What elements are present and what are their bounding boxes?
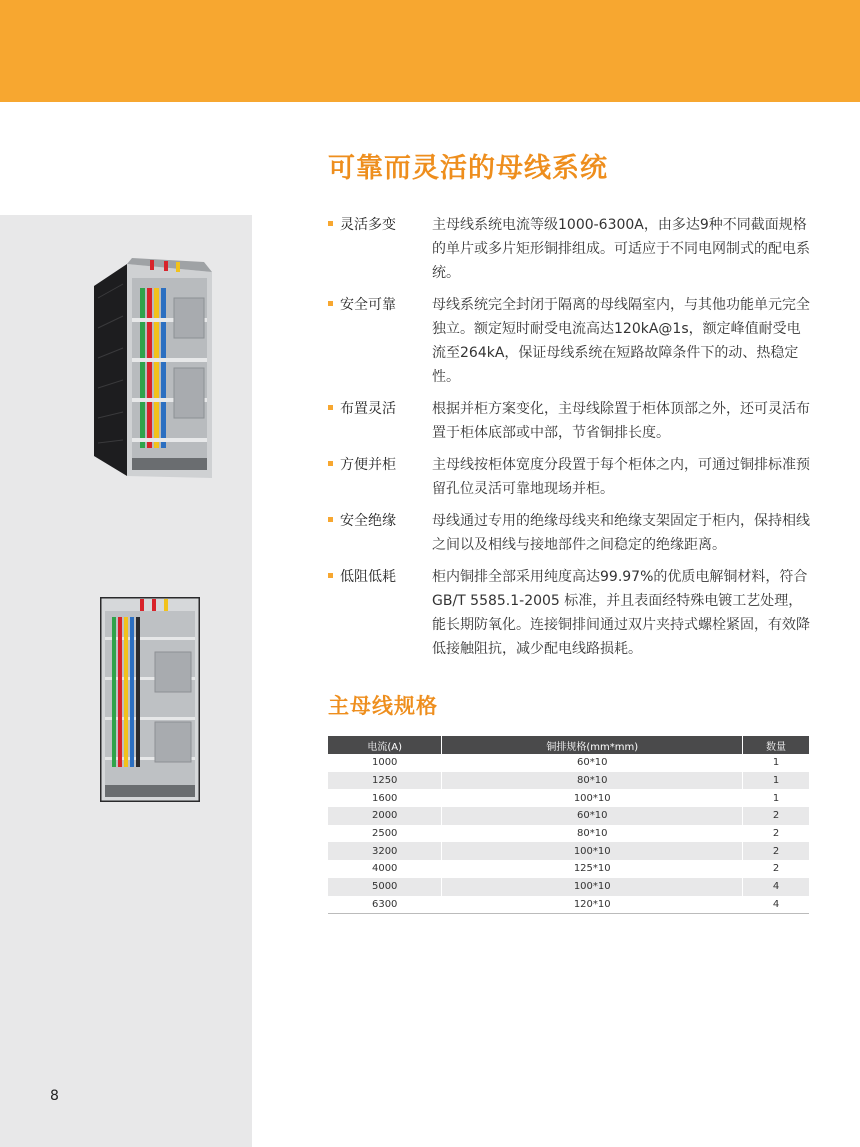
feature-item <box>328 397 813 445</box>
feature-label: 布置灵活 <box>340 401 396 417</box>
feature-list <box>328 213 813 669</box>
column-header-busbar-size: 铜排规格(mm*mm) <box>442 736 743 754</box>
cell-busbar-size: 100*10 <box>442 789 743 807</box>
table-row <box>328 896 809 914</box>
busbar-spec-table <box>328 736 809 914</box>
feature-description: 根据并柜方案变化，主母线除置于柜体顶部之外，还可灵活布置于柜体底部或中部，节省铜排长度。 <box>432 401 810 441</box>
cell-busbar-size: 60*10 <box>442 807 743 825</box>
feature-description: 母线系统完全封闭于隔离的母线隔室内，与其他功能单元完全独立。额定短时耐受电流高达120kA@1s，额定峰值耐受电流至264kA，保证母线系统在短路故障条件下的动、热稳定性。 <box>432 297 810 385</box>
cell-current: 2500 <box>328 825 442 843</box>
table-row <box>328 825 809 843</box>
cell-quantity: 2 <box>772 863 780 875</box>
feature-item <box>328 293 813 389</box>
cell-busbar-size: 100*10 <box>442 842 743 860</box>
cell-current: 2000 <box>328 807 442 825</box>
feature-label: 方便并柜 <box>340 457 396 473</box>
cell-quantity: 2 <box>743 842 809 860</box>
cell-quantity: 1 <box>772 757 780 769</box>
cell-current: 3200 <box>328 842 442 860</box>
bullet-square-icon <box>328 301 333 306</box>
column-header-current: 电流(A) <box>328 736 442 754</box>
column-header-quantity: 数量 <box>743 736 809 754</box>
feature-item <box>328 453 813 501</box>
cell-busbar-size: 60*10 <box>442 754 743 772</box>
table-row <box>328 772 809 790</box>
feature-item <box>328 509 813 557</box>
cell-busbar-size: 125*10 <box>442 860 743 878</box>
feature-label: 安全绝缘 <box>340 513 396 529</box>
cell-current: 1000 <box>328 754 442 772</box>
page-title: 可靠而灵活的母线系统 <box>328 153 608 184</box>
cell-current: 1600 <box>328 789 442 807</box>
cell-busbar-size: 120*10 <box>442 896 743 914</box>
cell-current: 5000 <box>328 878 442 896</box>
table-row <box>328 878 809 896</box>
feature-description: 主母线按柜体宽度分段置于每个柜体之内，可通过铜排标准预留孔位灵活可靠地现场并柜。 <box>432 457 810 497</box>
cell-quantity: 2 <box>743 807 809 825</box>
feature-label: 灵活多变 <box>340 217 396 233</box>
cell-busbar-size: 80*10 <box>442 772 743 790</box>
feature-description: 母线通过专用的绝缘母线夹和绝缘支架固定于柜内，保持相线之间以及相线与接地部件之间稳定的绝缘距离。 <box>432 513 810 553</box>
table-row <box>328 754 809 772</box>
table-row <box>328 807 809 825</box>
table-row <box>328 789 809 807</box>
table-row <box>328 860 809 878</box>
cell-quantity: 4 <box>743 896 809 914</box>
bullet-square-icon <box>328 573 333 578</box>
cell-current: 4000 <box>328 860 442 878</box>
cell-quantity: 2 <box>772 828 780 840</box>
feature-item <box>328 565 813 661</box>
table-row <box>328 842 809 860</box>
top-color-band <box>0 0 860 102</box>
spec-section-title: 主母线规格 <box>328 694 438 718</box>
page-number: 8 <box>50 1088 59 1104</box>
cell-current: 6300 <box>328 896 442 914</box>
bullet-square-icon <box>328 517 333 522</box>
feature-label: 低阻低耗 <box>340 569 396 585</box>
cell-current: 1250 <box>328 772 442 790</box>
cell-quantity: 4 <box>743 878 809 896</box>
bullet-square-icon <box>328 405 333 410</box>
feature-item <box>328 213 813 285</box>
feature-description: 主母线系统电流等级1000-6300A，由多达9种不同截面规格的单片或多片矩形铜排组成。可适应于不同电网制式的配电系统。 <box>432 217 810 281</box>
cell-busbar-size: 80*10 <box>442 825 743 843</box>
cell-busbar-size: 100*10 <box>442 878 743 896</box>
cell-quantity: 1 <box>743 772 809 790</box>
switchgear-cabinet-front-image <box>100 597 200 802</box>
table-header-row <box>328 736 809 754</box>
bullet-square-icon <box>328 461 333 466</box>
feature-description: 柜内铜排全部采用纯度高达99.97%的优质电解铜材料，符合GB/T 5585.1-2005 标准，并且表面经特殊电镀工艺处理，能长期防氧化。连接铜排间通过双片夹持式螺栓紧固，有效降低接触阻抗，减少配电线路损耗。 <box>432 569 810 657</box>
cell-quantity: 1 <box>772 792 780 804</box>
bullet-square-icon <box>328 221 333 226</box>
feature-label: 安全可靠 <box>340 297 396 313</box>
switchgear-cabinet-image <box>92 258 217 483</box>
